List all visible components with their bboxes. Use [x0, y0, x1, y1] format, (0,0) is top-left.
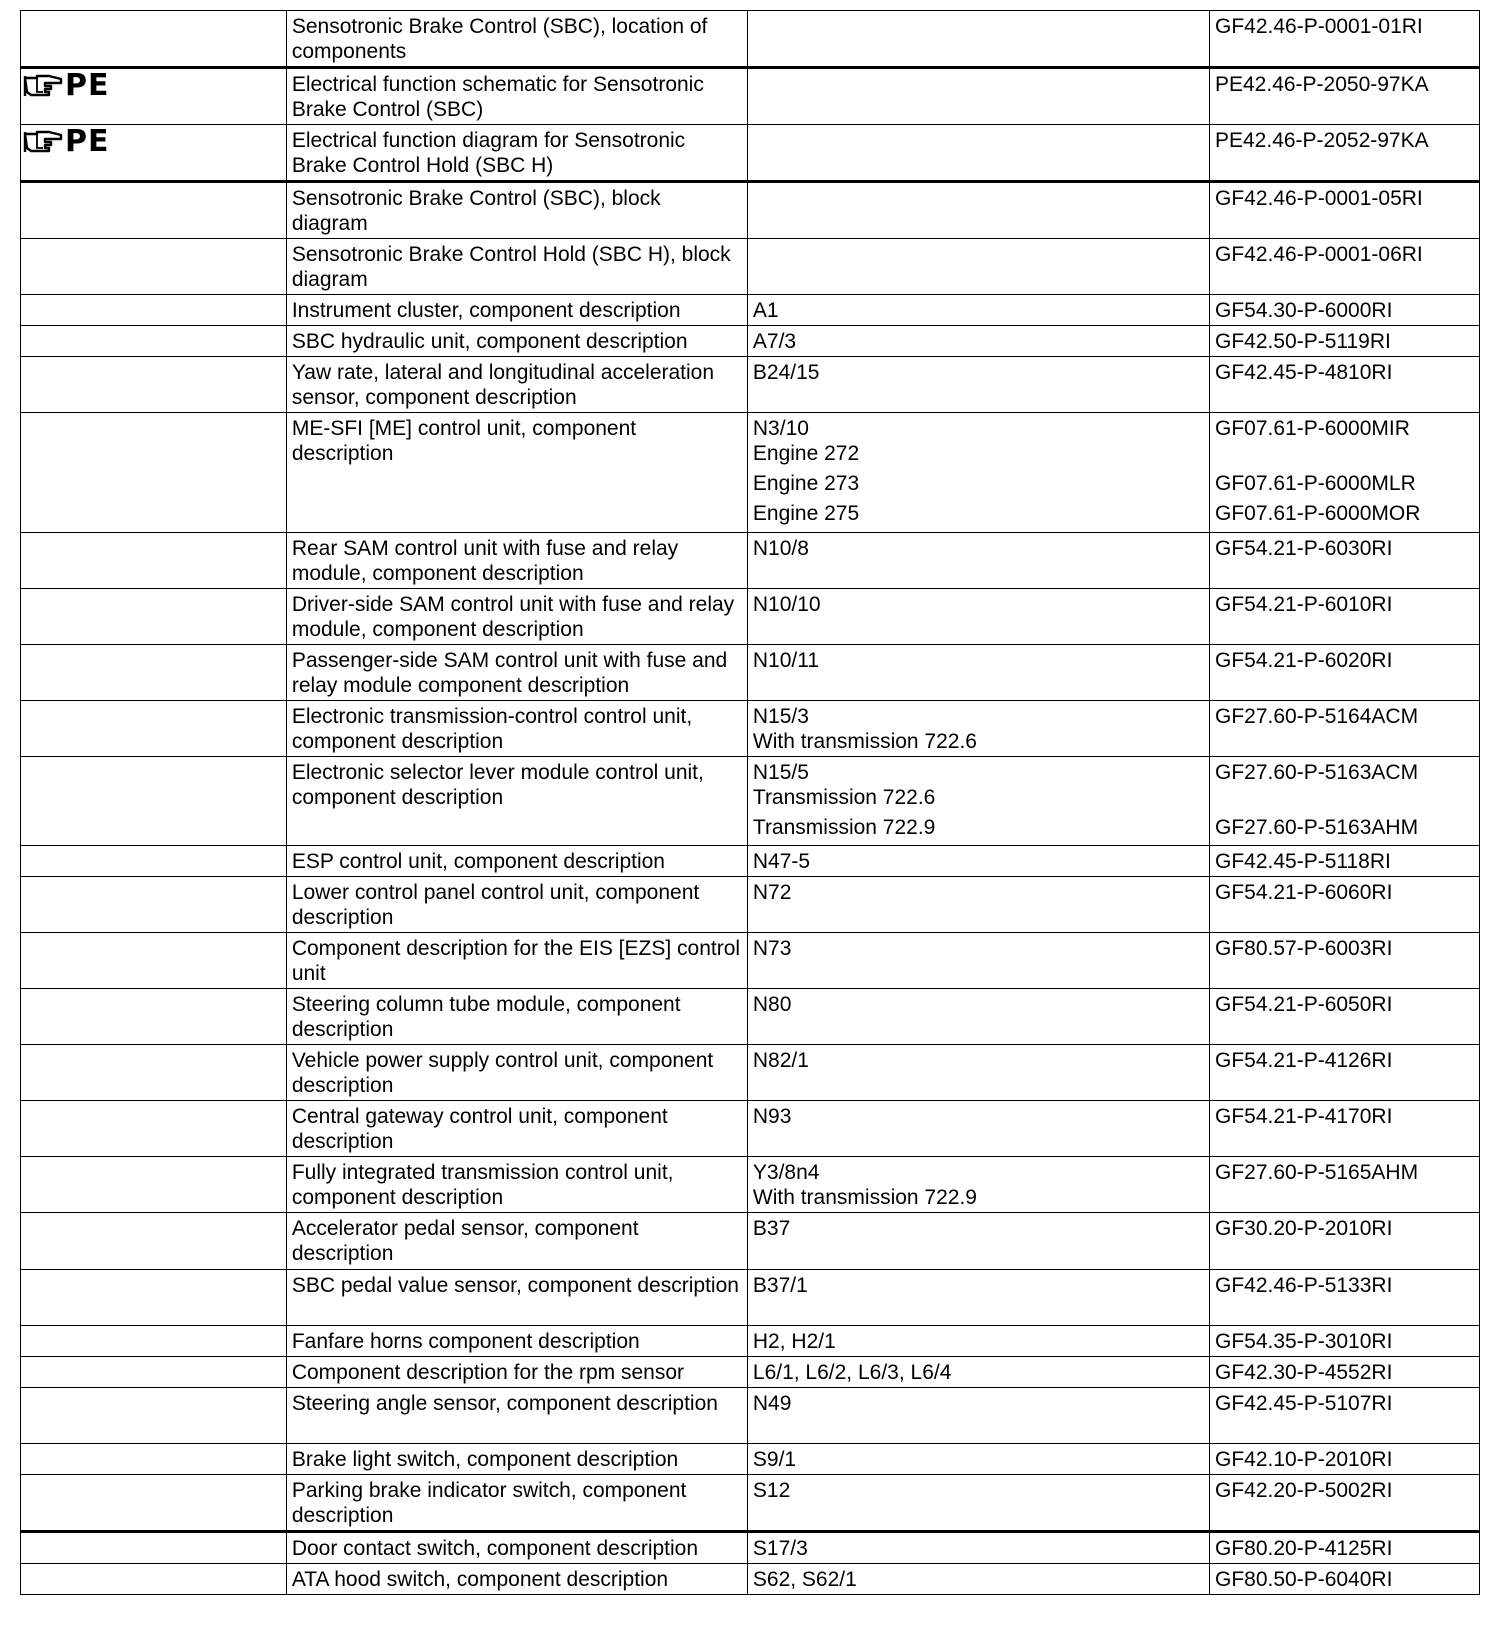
marker-cell [21, 1564, 287, 1595]
table-row [21, 295, 1480, 326]
reference-cell: N10/8 [747, 533, 1209, 589]
description-cell: Fully integrated transmission control unit, component description [286, 1157, 747, 1213]
marker-cell [21, 589, 287, 645]
reference-cell: N49 [747, 1388, 1209, 1444]
document-cell[interactable]: GF54.21-P-6050RI [1209, 989, 1479, 1045]
description-cell: Fanfare horns component description [286, 1326, 747, 1357]
document-cell[interactable]: GF80.50-P-6040RI [1209, 1564, 1479, 1595]
reference-cell: N80 [747, 989, 1209, 1045]
table-row [21, 1357, 1480, 1388]
document-cell[interactable]: GF42.45-P-5107RI [1209, 1388, 1479, 1444]
table-row [21, 357, 1480, 413]
reference-cell: N10/10 [747, 589, 1209, 645]
document-link[interactable]: GF07.61-P-6000MOR [1214, 502, 1421, 525]
table-row [21, 989, 1480, 1045]
description-cell: Sensotronic Brake Control (SBC), location of components [286, 11, 747, 68]
table-row [21, 182, 1480, 239]
description-cell: Steering angle sensor, component description [286, 1388, 747, 1444]
table-row [21, 125, 1480, 182]
reference-variant: Transmission 722.9 [752, 816, 936, 839]
marker-cell [21, 1045, 287, 1101]
reference-cell: S17/3 [747, 1532, 1209, 1564]
pe-marker [23, 124, 110, 159]
reference-cell: N82/1 [747, 1045, 1209, 1101]
marker-cell [21, 1357, 287, 1388]
description-cell: Component description for the EIS [EZS] control unit [286, 933, 747, 989]
description-cell: Central gateway control unit, component description [286, 1101, 747, 1157]
marker-cell [21, 1532, 287, 1564]
marker-cell [21, 357, 287, 413]
reference-cell: A1 [747, 295, 1209, 326]
pe-marker [23, 68, 110, 103]
reference-variant: With transmission 722.9 [752, 1186, 977, 1209]
marker-cell [21, 68, 287, 125]
document-cell[interactable]: GF54.35-P-3010RI [1209, 1326, 1479, 1357]
description-cell: SBC hydraulic unit, component description [286, 326, 747, 357]
marker-cell [21, 701, 287, 757]
table-row [21, 933, 1480, 989]
marker-cell [21, 933, 287, 989]
description-cell: Electrical function schematic for Sensotronic Brake Control (SBC) [286, 68, 747, 125]
marker-cell [21, 645, 287, 701]
reference-cell: N10/11 [747, 645, 1209, 701]
document-cell [1209, 413, 1479, 533]
document-link[interactable]: GF07.61-P-6000MIR [1214, 417, 1410, 440]
table-row [21, 326, 1480, 357]
component-reference-table [20, 10, 1480, 1595]
description-cell: Steering column tube module, component description [286, 989, 747, 1045]
document-cell[interactable]: GF42.46-P-0001-06RI [1209, 239, 1479, 295]
reference-cell: S12 [747, 1475, 1209, 1532]
description-cell: Instrument cluster, component description [286, 295, 747, 326]
description-cell: Parking brake indicator switch, component description [286, 1475, 747, 1532]
description-cell: ESP control unit, component description [286, 846, 747, 877]
table-row [21, 1475, 1480, 1532]
document-cell[interactable]: PE42.46-P-2052-97KA [1209, 125, 1479, 182]
marker-cell [21, 1326, 287, 1357]
document-cell[interactable]: GF42.46-P-5133RI [1209, 1270, 1479, 1326]
reference-cell: B37/1 [747, 1270, 1209, 1326]
reference-cell [747, 68, 1209, 125]
reference-cell [747, 11, 1209, 68]
table-row [21, 877, 1480, 933]
pe-label: PE [65, 68, 110, 103]
marker-cell [21, 1157, 287, 1213]
pe-label: PE [65, 124, 110, 159]
marker-cell [21, 295, 287, 326]
description-cell: Yaw rate, lateral and longitudinal acceleration sensor, component description [286, 357, 747, 413]
document-cell [1209, 757, 1479, 846]
document-cell[interactable]: GF42.50-P-5119RI [1209, 326, 1479, 357]
marker-cell [21, 1388, 287, 1444]
marker-cell [21, 533, 287, 589]
marker-cell [21, 11, 287, 68]
reference-cell: B24/15 [747, 357, 1209, 413]
description-cell: Door contact switch, component description [286, 1532, 747, 1564]
table-row [21, 701, 1480, 757]
table-row [21, 1388, 1480, 1444]
description-cell: Component description for the rpm sensor [286, 1357, 747, 1388]
document-cell[interactable]: GF42.10-P-2010RI [1209, 1444, 1479, 1475]
document-cell[interactable]: GF42.45-P-5118RI [1209, 846, 1479, 877]
marker-cell [21, 413, 287, 533]
table-row [21, 1444, 1480, 1475]
document-cell[interactable]: GF42.20-P-5002RI [1209, 1475, 1479, 1532]
marker-cell [21, 326, 287, 357]
document-cell[interactable]: GF54.21-P-4126RI [1209, 1045, 1479, 1101]
reference-variant: Transmission 722.6 [752, 786, 936, 809]
document-cell[interactable]: GF27.60-P-5164ACM [1209, 701, 1479, 757]
reference-cell [747, 182, 1209, 239]
reference-cell [747, 413, 1209, 533]
marker-cell [21, 1444, 287, 1475]
document-cell[interactable]: GF54.21-P-6010RI [1209, 589, 1479, 645]
marker-cell [21, 1213, 287, 1270]
table-row [21, 1213, 1480, 1270]
reference-cell: N93 [747, 1101, 1209, 1157]
table-row [21, 68, 1480, 125]
table-row [21, 11, 1480, 68]
document-cell[interactable]: GF54.21-P-6030RI [1209, 533, 1479, 589]
document-cell[interactable]: GF80.20-P-4125RI [1209, 1532, 1479, 1564]
pointing-hand-icon [23, 129, 63, 155]
marker-cell [21, 846, 287, 877]
pointing-hand-icon [23, 73, 63, 99]
table-row [21, 1157, 1480, 1213]
marker-cell [21, 1475, 287, 1532]
description-cell: SBC pedal value sensor, component description [286, 1270, 747, 1326]
document-cell[interactable]: GF42.46-P-0001-05RI [1209, 182, 1479, 239]
description-cell: Rear SAM control unit with fuse and relay module, component description [286, 533, 747, 589]
reference-variant: Engine 275 [752, 502, 860, 525]
reference-cell: N47-5 [747, 846, 1209, 877]
reference-cell: A7/3 [747, 326, 1209, 357]
reference-cell: H2, H2/1 [747, 1326, 1209, 1357]
table-row [21, 533, 1480, 589]
description-cell: ATA hood switch, component description [286, 1564, 747, 1595]
document-link[interactable]: GF07.61-P-6000MLR [1214, 472, 1416, 495]
description-cell: Vehicle power supply control unit, component description [286, 1045, 747, 1101]
table-row [21, 413, 1480, 533]
document-link[interactable]: GF27.60-P-5163AHM [1214, 816, 1419, 839]
description-cell: Brake light switch, component description [286, 1444, 747, 1475]
marker-cell [21, 877, 287, 933]
reference-variant: Engine 273 [752, 472, 860, 495]
reference-cell: S9/1 [747, 1444, 1209, 1475]
marker-cell [21, 125, 287, 182]
description-cell: Electronic transmission-control control unit, component description [286, 701, 747, 757]
document-cell[interactable]: PE42.46-P-2050-97KA [1209, 68, 1479, 125]
reference-variant: Engine 272 [752, 442, 860, 465]
reference-cell: B37 [747, 1213, 1209, 1270]
reference-variant: With transmission 722.6 [752, 730, 977, 753]
document-cell[interactable]: GF30.20-P-2010RI [1209, 1213, 1479, 1270]
document-cell[interactable]: GF42.46-P-0001-01RI [1209, 11, 1479, 68]
description-cell: Lower control panel control unit, component description [286, 877, 747, 933]
reference-cell [747, 125, 1209, 182]
reference-code: Y3/8n4 [752, 1161, 820, 1184]
marker-cell [21, 1101, 287, 1157]
marker-cell [21, 989, 287, 1045]
table-row [21, 589, 1480, 645]
reference-cell: N73 [747, 933, 1209, 989]
marker-cell [21, 239, 287, 295]
document-cell[interactable]: GF42.30-P-4552RI [1209, 1357, 1479, 1388]
reference-code: N15/5 [752, 761, 809, 784]
table-row [21, 1532, 1480, 1564]
description-cell: Driver-side SAM control unit with fuse and relay module, component description [286, 589, 747, 645]
document-cell[interactable]: GF54.21-P-4170RI [1209, 1101, 1479, 1157]
marker-cell [21, 757, 287, 846]
description-cell: Sensotronic Brake Control Hold (SBC H), block diagram [286, 239, 747, 295]
reference-cell [747, 757, 1209, 846]
description-cell: Accelerator pedal sensor, component description [286, 1213, 747, 1270]
document-cell[interactable]: GF54.21-P-6020RI [1209, 645, 1479, 701]
marker-cell [21, 182, 287, 239]
description-cell: Sensotronic Brake Control (SBC), block diagram [286, 182, 747, 239]
reference-cell: L6/1, L6/2, L6/3, L6/4 [747, 1357, 1209, 1388]
document-cell[interactable]: GF42.45-P-4810RI [1209, 357, 1479, 413]
document-cell[interactable]: GF54.21-P-6060RI [1209, 877, 1479, 933]
reference-cell [747, 1157, 1209, 1213]
table-row [21, 1101, 1480, 1157]
reference-cell: N72 [747, 877, 1209, 933]
reference-code: N15/3 [752, 705, 809, 728]
document-cell[interactable]: GF80.57-P-6003RI [1209, 933, 1479, 989]
table-row [21, 1564, 1480, 1595]
table-row [21, 757, 1480, 846]
reference-cell: S62, S62/1 [747, 1564, 1209, 1595]
description-cell: Passenger-side SAM control unit with fuse and relay module component description [286, 645, 747, 701]
marker-cell [21, 1270, 287, 1326]
reference-cell [747, 701, 1209, 757]
table-row [21, 239, 1480, 295]
reference-code: N3/10 [752, 417, 809, 440]
description-cell: Electronic selector lever module control unit, component description [286, 757, 747, 846]
document-cell[interactable]: GF54.30-P-6000RI [1209, 295, 1479, 326]
table-row [21, 645, 1480, 701]
document-link[interactable]: GF27.60-P-5163ACM [1214, 761, 1419, 784]
table-row [21, 1270, 1480, 1326]
table-row [21, 1326, 1480, 1357]
description-cell: Electrical function diagram for Sensotronic Brake Control Hold (SBC H) [286, 125, 747, 182]
description-cell: ME-SFI [ME] control unit, component description [286, 413, 747, 533]
table-row [21, 846, 1480, 877]
reference-cell [747, 239, 1209, 295]
document-cell[interactable]: GF27.60-P-5165AHM [1209, 1157, 1479, 1213]
table-row [21, 1045, 1480, 1101]
